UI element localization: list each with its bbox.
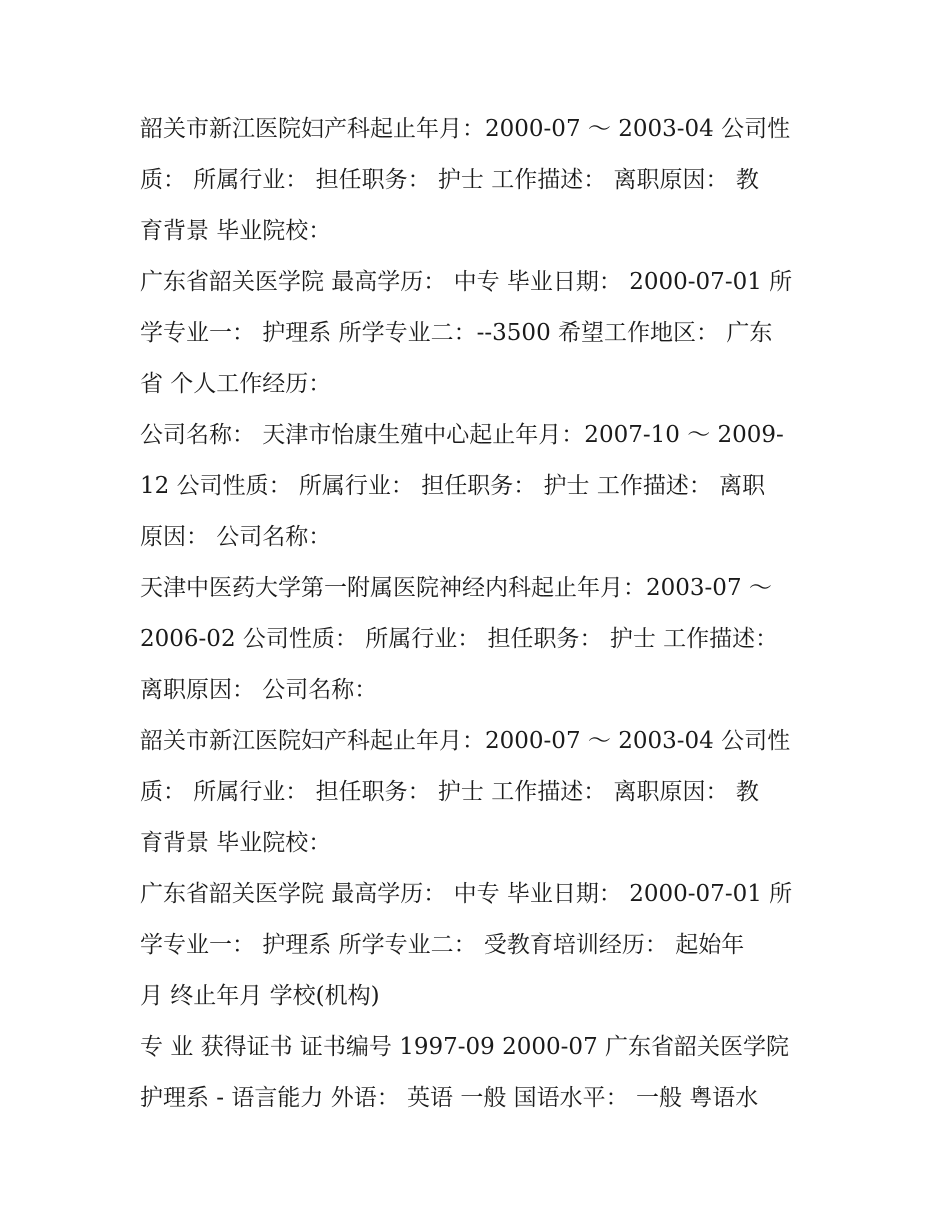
- text-line: 专 业 获得证书 证书编号 1997-09 2000-07 广东省韶关医学院: [140, 1034, 790, 1060]
- text-line: 质： 所属行业： 担任职务： 护士 工作描述： 离职原因： 教: [140, 779, 759, 805]
- text-line: 原因： 公司名称：: [140, 524, 332, 550]
- resume-text-block: [140, 104, 820, 1124]
- text-line: 韶关市新江医院妇产科起止年月：2000-07 ～ 2003-04 公司性: [140, 728, 791, 754]
- text-line: 省 个人工作经历：: [140, 371, 332, 397]
- text-line: 离职原因： 公司名称：: [140, 677, 378, 703]
- text-line: 质： 所属行业： 担任职务： 护士 工作描述： 离职原因： 教: [140, 167, 759, 193]
- text-line: 天津中医药大学第一附属医院神经内科起止年月：2003-07 ～: [140, 575, 772, 601]
- text-line: 学专业一： 护理系 所学专业二： 受教育培训经历： 起始年: [140, 932, 745, 958]
- text-line: 育背景 毕业院校：: [140, 218, 332, 244]
- text-line: 韶关市新江医院妇产科起止年月：2000-07 ～ 2003-04 公司性: [140, 116, 791, 142]
- text-line: 广东省韶关医学院 最高学历： 中专 毕业日期： 2000-07-01 所: [140, 269, 793, 295]
- text-line: 12 公司性质： 所属行业： 担任职务： 护士 工作描述： 离职: [140, 473, 766, 499]
- text-line: 广东省韶关医学院 最高学历： 中专 毕业日期： 2000-07-01 所: [140, 881, 793, 907]
- text-line: 学专业一： 护理系 所学专业二：--3500 希望工作地区： 广东: [140, 320, 773, 346]
- text-line: 育背景 毕业院校：: [140, 830, 332, 856]
- text-line: 公司名称： 天津市怡康生殖中心起止年月：2007-10 ～ 2009-: [140, 422, 784, 448]
- text-line: 2006-02 公司性质： 所属行业： 担任职务： 护士 工作描述：: [140, 626, 779, 652]
- text-line: 月 终止年月 学校(机构): [140, 983, 380, 1009]
- text-line: 护理系 - 语言能力 外语： 英语 一般 国语水平： 一般 粤语水: [140, 1085, 759, 1111]
